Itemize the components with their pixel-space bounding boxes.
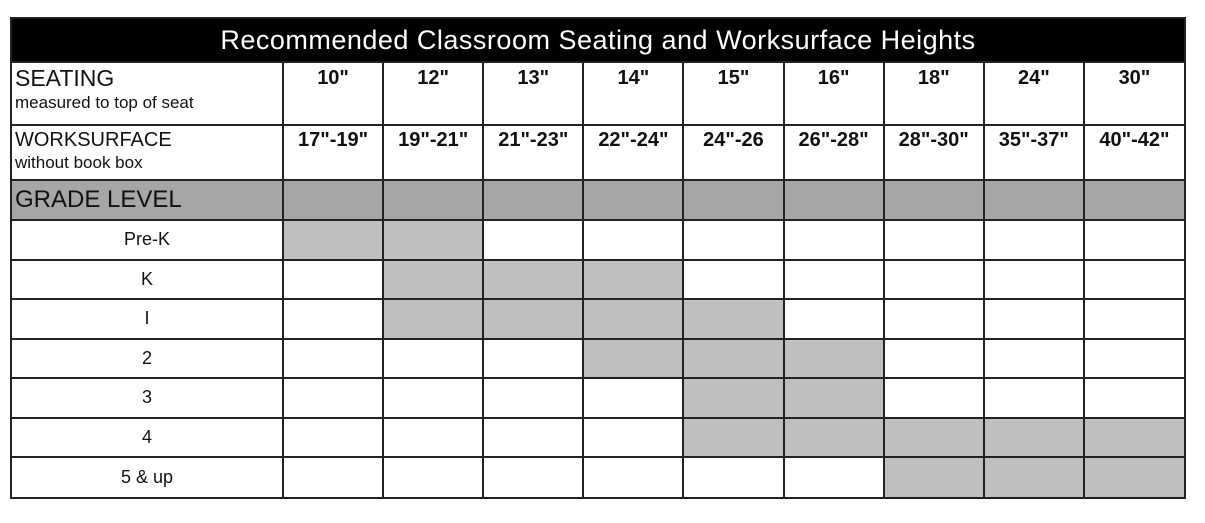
recommended-cell — [283, 220, 383, 260]
empty-cell — [784, 260, 884, 300]
grade-level-header-row — [12, 180, 1184, 220]
empty-cell — [884, 378, 984, 418]
empty-cell — [283, 260, 383, 300]
recommended-cell — [583, 260, 683, 300]
empty-cell — [1084, 260, 1184, 300]
empty-cell — [483, 378, 583, 418]
recommended-cell — [884, 418, 984, 458]
empty-cell — [984, 378, 1084, 418]
chart-title: Recommended Classroom Seating and Worksurface Heights — [12, 19, 1184, 63]
empty-cell — [1084, 299, 1184, 339]
seating-value: 15" — [683, 63, 783, 125]
empty-cell — [583, 378, 683, 418]
recommended-cell — [583, 299, 683, 339]
seating-value: 18" — [884, 63, 984, 125]
seating-value: 14" — [583, 63, 683, 125]
recommended-cell — [784, 418, 884, 458]
worksurface-value: 21"-23" — [483, 125, 583, 180]
seating-row — [12, 63, 1184, 125]
grade-header-cell — [884, 180, 984, 220]
empty-cell — [683, 260, 783, 300]
grade-header-cell — [683, 180, 783, 220]
grade-level-label: GRADE LEVEL — [12, 180, 283, 220]
grade-row — [12, 299, 1184, 339]
grade-row — [12, 418, 1184, 458]
empty-cell — [283, 299, 383, 339]
empty-cell — [784, 457, 884, 497]
recommended-cell — [1084, 457, 1184, 497]
recommended-cell — [383, 260, 483, 300]
worksurface-value: 24"-26 — [683, 125, 783, 180]
empty-cell — [383, 418, 483, 458]
empty-cell — [984, 260, 1084, 300]
recommended-cell — [683, 378, 783, 418]
empty-cell — [283, 418, 383, 458]
grade-row — [12, 220, 1184, 260]
empty-cell — [483, 339, 583, 379]
empty-cell — [1084, 378, 1184, 418]
recommended-cell — [483, 260, 583, 300]
grade-row — [12, 260, 1184, 300]
empty-cell — [483, 457, 583, 497]
seating-chart — [10, 17, 1186, 499]
empty-cell — [383, 378, 483, 418]
recommended-cell — [583, 339, 683, 379]
recommended-cell — [683, 299, 783, 339]
worksurface-label-cell — [12, 125, 283, 180]
seating-value: 30" — [1084, 63, 1184, 125]
empty-cell — [283, 378, 383, 418]
worksurface-value: 28"-30" — [884, 125, 984, 180]
empty-cell — [984, 220, 1084, 260]
worksurface-row — [12, 125, 1184, 180]
recommended-cell — [784, 339, 884, 379]
empty-cell — [1084, 220, 1184, 260]
seating-label-cell — [12, 63, 283, 125]
grade-row — [12, 457, 1184, 497]
grade-header-cell — [383, 180, 483, 220]
recommended-cell — [784, 378, 884, 418]
worksurface-sublabel: without book box — [15, 153, 143, 172]
grade-label: 4 — [12, 418, 283, 458]
grade-header-cell — [984, 180, 1084, 220]
empty-cell — [583, 418, 683, 458]
recommended-cell — [483, 299, 583, 339]
seating-value: 12" — [383, 63, 483, 125]
grade-header-cell — [784, 180, 884, 220]
worksurface-label: WORKSURFACE — [15, 129, 172, 151]
empty-cell — [884, 260, 984, 300]
seating-table — [12, 63, 1184, 497]
recommended-cell — [884, 457, 984, 497]
empty-cell — [583, 220, 683, 260]
recommended-cell — [683, 339, 783, 379]
empty-cell — [784, 299, 884, 339]
grade-row — [12, 378, 1184, 418]
grade-header-cell — [483, 180, 583, 220]
worksurface-value: 26"-28" — [784, 125, 884, 180]
grade-header-cell — [583, 180, 683, 220]
recommended-cell — [1084, 418, 1184, 458]
empty-cell — [683, 457, 783, 497]
empty-cell — [483, 220, 583, 260]
seating-value: 24" — [984, 63, 1084, 125]
empty-cell — [383, 339, 483, 379]
recommended-cell — [383, 220, 483, 260]
recommended-cell — [984, 418, 1084, 458]
empty-cell — [683, 220, 783, 260]
empty-cell — [884, 220, 984, 260]
empty-cell — [583, 457, 683, 497]
recommended-cell — [984, 457, 1084, 497]
grade-label: Pre-K — [12, 220, 283, 260]
grade-label: 2 — [12, 339, 283, 379]
empty-cell — [884, 299, 984, 339]
worksurface-value: 35"-37" — [984, 125, 1084, 180]
worksurface-value: 22"-24" — [583, 125, 683, 180]
worksurface-value: 40"-42" — [1084, 125, 1184, 180]
empty-cell — [984, 299, 1084, 339]
empty-cell — [1084, 339, 1184, 379]
grade-header-cell — [1084, 180, 1184, 220]
grade-label: 5 & up — [12, 457, 283, 497]
seating-label: SEATING — [15, 65, 115, 91]
grade-label: K — [12, 260, 283, 300]
empty-cell — [383, 457, 483, 497]
seating-value: 16" — [784, 63, 884, 125]
empty-cell — [984, 339, 1084, 379]
seating-value: 10" — [283, 63, 383, 125]
empty-cell — [283, 457, 383, 497]
recommended-cell — [383, 299, 483, 339]
grade-header-cell — [283, 180, 383, 220]
worksurface-value: 17"-19" — [283, 125, 383, 180]
grade-row — [12, 339, 1184, 379]
worksurface-value: 19"-21" — [383, 125, 483, 180]
recommended-cell — [683, 418, 783, 458]
empty-cell — [884, 339, 984, 379]
seating-sublabel: measured to top of seat — [15, 93, 194, 112]
grade-label: I — [12, 299, 283, 339]
empty-cell — [784, 220, 884, 260]
seating-value: 13" — [483, 63, 583, 125]
grade-label: 3 — [12, 378, 283, 418]
empty-cell — [483, 418, 583, 458]
empty-cell — [283, 339, 383, 379]
